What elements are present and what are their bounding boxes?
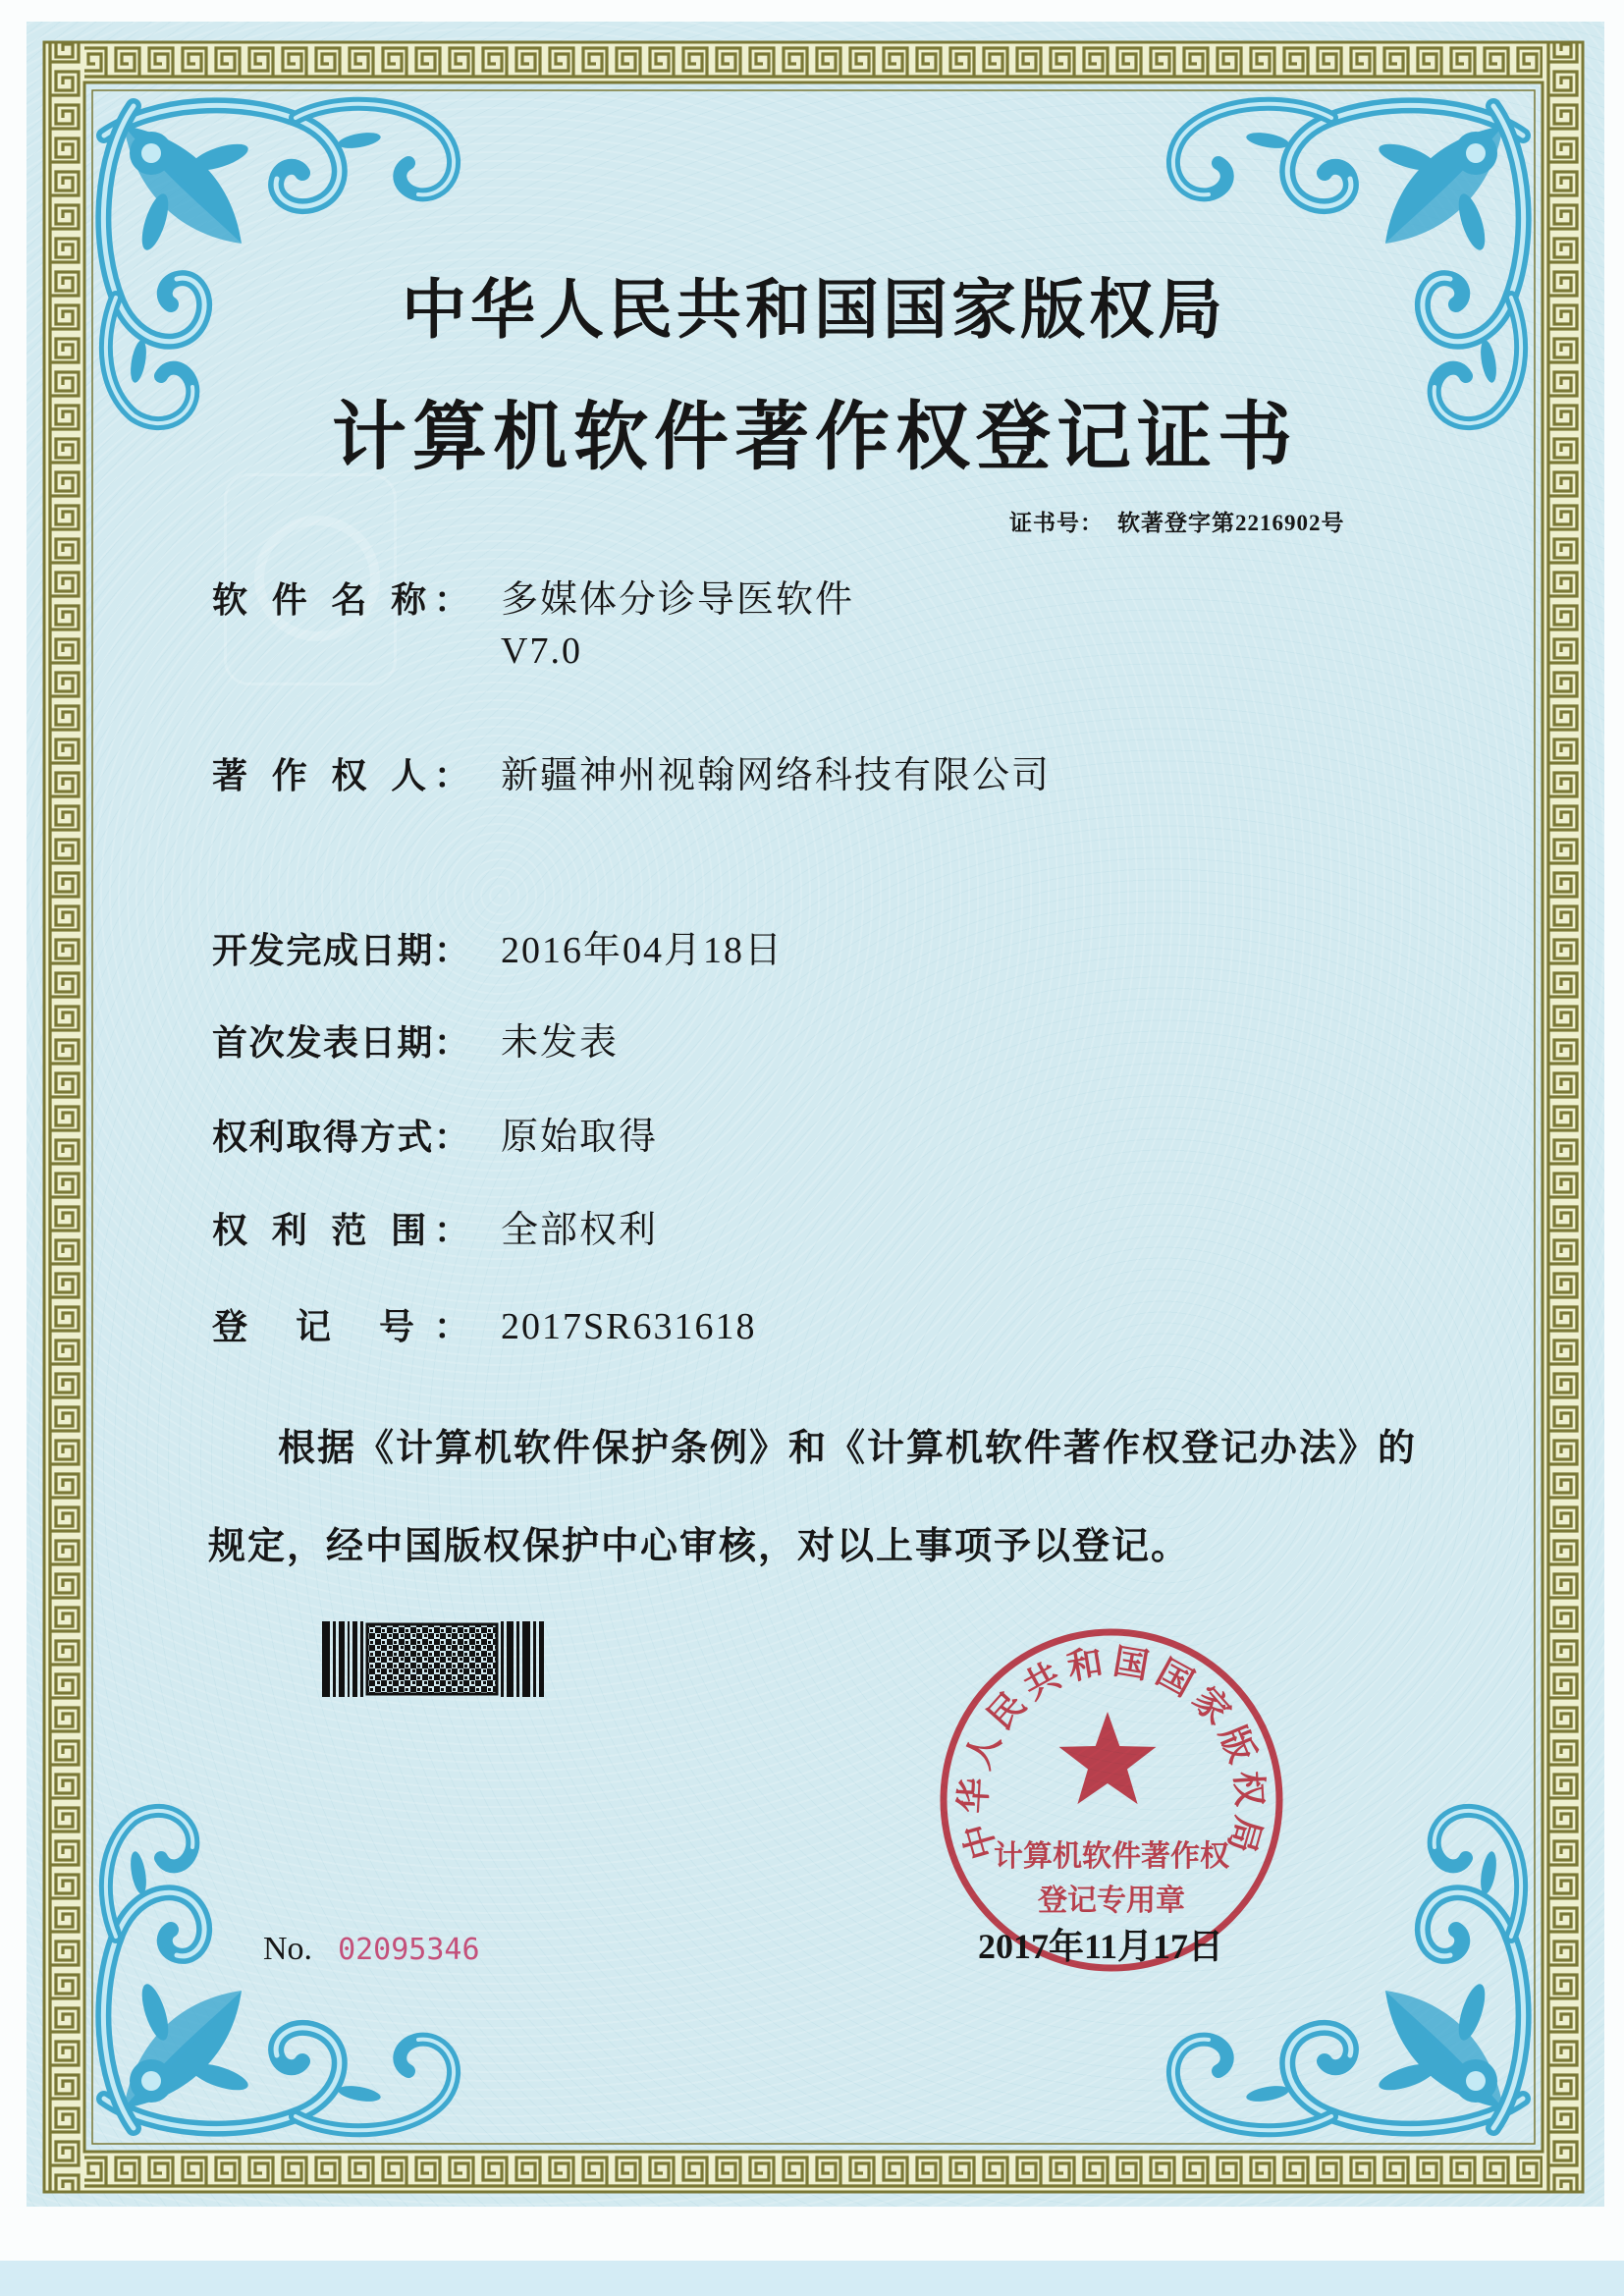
corner-ornament-top-left <box>103 104 454 423</box>
field-value-version: V7.0 <box>501 630 582 672</box>
certificate-number-label: 证书号： <box>1009 511 1104 535</box>
field-label: 著 作 权 人： <box>212 756 469 795</box>
statement-line-1: 根据《计算机软件保护条例》和《计算机软件著作权登记办法》的 <box>278 1428 1418 1469</box>
field-label: 登 记 号： <box>212 1307 469 1346</box>
field-value: 2017SR631618 <box>501 1306 757 1347</box>
serial-value: 02095346 <box>338 1933 480 1967</box>
certificate-number <box>1009 512 1345 534</box>
field-copyright-owner <box>212 755 1194 799</box>
field-value: 多媒体分诊导医软件 <box>501 579 855 621</box>
field-value: 新疆神州视翰网络科技有限公司 <box>501 755 1052 796</box>
serial-label: No. <box>263 1931 313 1967</box>
field-acquisition-method <box>212 1117 1194 1161</box>
issue-date: 2017年11月17日 <box>978 1927 1224 1966</box>
certificate-title: 计算机软件著作权登记证书 <box>332 397 1298 479</box>
seal-arc-text: 中华人民共和国国家版权局 <box>953 1641 1270 1864</box>
greek-key-band-left <box>44 42 84 2192</box>
seal-star-icon <box>1059 1712 1157 1804</box>
field-label: 首次发表日期： <box>212 1023 469 1063</box>
barcode <box>322 1621 544 1697</box>
field-registration-number <box>212 1306 1194 1350</box>
field-value: 全部权利 <box>501 1210 659 1251</box>
greek-key-band-bottom <box>44 2152 1583 2192</box>
corner-ornament-bottom-left <box>103 1811 454 2130</box>
field-rights-scope <box>212 1210 1194 1254</box>
field-label: 开发完成日期： <box>212 931 469 970</box>
serial-number <box>263 1933 480 1966</box>
field-value: 2016年04月18日 <box>501 930 785 971</box>
field-label: 权利取得方式： <box>212 1118 469 1157</box>
official-seal <box>935 1623 1288 1977</box>
field-label: 权 利 范 围： <box>212 1211 469 1250</box>
field-completion-date <box>212 930 1194 974</box>
field-software-version <box>212 630 1194 675</box>
field-value: 未发表 <box>501 1022 620 1064</box>
field-value: 原始取得 <box>501 1117 659 1158</box>
field-software-name <box>212 579 1194 624</box>
greek-key-band-top <box>44 42 1583 82</box>
issuing-authority: 中华人民共和国国家版权局 <box>402 275 1226 347</box>
certificate-number-value: 软著登字第2216902号 <box>1117 511 1345 535</box>
corner-ornament-top-right <box>1173 104 1524 423</box>
field-first-publication-date <box>212 1022 1194 1066</box>
seal-line-2: 登记专用章 <box>1038 1884 1185 1918</box>
field-label: 软 件 名 称： <box>212 580 469 620</box>
statement-line-2: 规定，经中国版权保护中心审核，对以上事项予以登记。 <box>208 1526 1191 1567</box>
greek-key-band-right <box>1543 42 1583 2192</box>
seal-line-1: 计算机软件著作权 <box>994 1839 1229 1874</box>
